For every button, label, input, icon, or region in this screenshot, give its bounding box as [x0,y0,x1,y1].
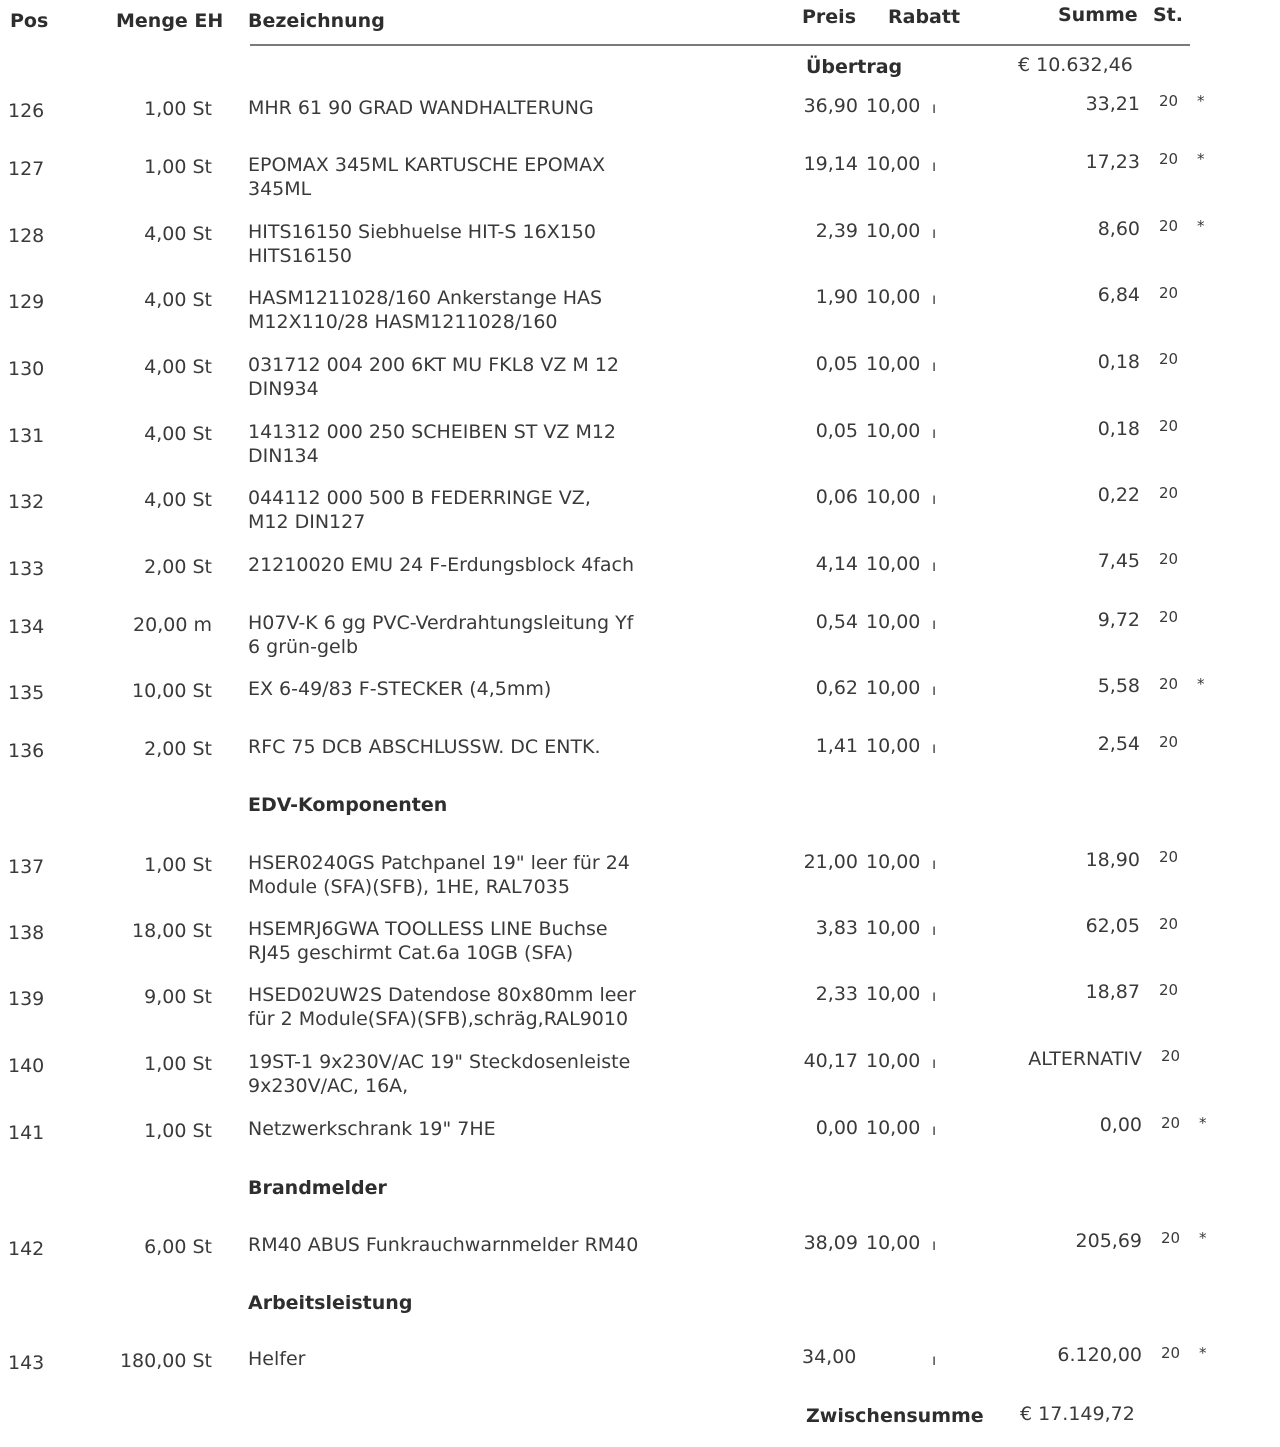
row-pos: 127 [8,158,45,180]
row-sum: 8,60 [1097,218,1140,240]
row-description [248,983,636,1031]
row-discount: 10,00 [866,220,921,242]
row-discount: 10,00 [866,611,921,633]
header-rabatt: Rabatt [888,6,961,28]
row-description [248,1233,638,1257]
header-menge-eh: Menge EH [116,10,224,32]
row-tax: 20 [1161,1047,1181,1065]
row-pos: 126 [8,100,45,122]
section-heading-arbeitsleistung: Arbeitsleistung [248,1292,413,1314]
row-tax: 20 [1159,675,1179,693]
row-price: 2,39 [815,220,858,242]
row-pos: 141 [8,1122,45,1144]
row-pos: 135 [8,682,45,704]
row-description-line: 141312 000 250 SCHEIBEN ST VZ M12 [248,421,617,443]
row-sum: 6.120,00 [1057,1344,1142,1366]
row-star: * [1199,1229,1207,1247]
row-description-line: DIN134 [248,445,319,467]
row-sum: 62,05 [1085,915,1140,937]
row-star: * [1197,150,1205,168]
row-description [248,153,605,201]
row-mark: ı [932,357,937,375]
row-mark: ı [932,290,937,308]
row-pos: 138 [8,922,45,944]
subtotal-value: € 17.149,72 [1020,1403,1135,1425]
row-pos: 143 [8,1352,45,1374]
row-price: 1,90 [815,286,858,308]
row-tax: 20 [1159,915,1179,933]
row-qty: 20,00 m [133,614,212,636]
row-pos: 131 [8,425,45,447]
row-star: * [1197,92,1205,110]
row-pos: 130 [8,358,45,380]
row-tax: 20 [1159,733,1179,751]
row-pos: 128 [8,225,45,247]
row-tax: 20 [1159,550,1179,568]
row-price: 0,06 [815,486,858,508]
row-price: 19,14 [803,153,858,175]
row-tax: 20 [1159,92,1179,110]
row-qty: 2,00 St [144,556,212,578]
row-qty: 10,00 St [132,680,212,702]
row-sum: 2,54 [1097,733,1140,755]
row-description-line: 044112 000 500 B FEDERRINGE VZ, [248,487,591,509]
row-tax: 20 [1159,417,1179,435]
row-discount: 10,00 [866,1232,921,1254]
row-discount: 10,00 [866,851,921,873]
row-price: 0,05 [815,420,858,442]
row-description [248,486,591,534]
section-heading-brandmelder: Brandmelder [248,1177,387,1199]
row-mark: ı [932,224,937,242]
row-price: 0,00 [815,1117,858,1139]
row-mark: ı [932,157,937,175]
row-qty: 4,00 St [144,489,212,511]
row-discount: 10,00 [866,353,921,375]
row-star: * [1197,675,1205,693]
row-description-line: M12X110/28 HASM1211028/160 [248,311,558,333]
header-preis: Preis [802,6,857,28]
row-description-line: 6 grün-gelb [248,636,359,658]
row-description [248,553,634,577]
row-qty: 18,00 St [132,920,212,942]
row-description-line: HITS16150 [248,245,352,267]
row-description [248,1347,305,1371]
row-mark: ı [932,855,937,873]
row-discount: 10,00 [866,983,921,1005]
row-sum: 0,18 [1097,351,1140,373]
row-pos: 129 [8,291,45,313]
row-price: 2,33 [815,983,858,1005]
row-mark: ı [932,490,937,508]
row-pos: 136 [8,740,45,762]
row-discount: 10,00 [866,486,921,508]
row-qty: 180,00 St [119,1350,212,1372]
row-price: 1,41 [815,735,858,757]
row-qty: 9,00 St [144,986,212,1008]
row-sum: 18,90 [1085,849,1140,871]
row-mark: ı [932,681,937,699]
row-mark: ı [932,1121,937,1139]
row-description [248,917,608,965]
row-sum: 17,23 [1085,151,1140,173]
row-pos: 137 [8,856,45,878]
row-tax: 20 [1161,1229,1181,1247]
row-description [248,851,630,899]
row-description-line: RJ45 geschirmt Cat.6a 10GB (SFA) [248,942,574,964]
row-description-line: HITS16150 Siebhuelse HIT-S 16X150 [248,221,596,243]
row-description [248,1050,630,1098]
row-pos: 134 [8,616,45,638]
row-pos: 142 [8,1238,45,1260]
row-price: 4,14 [815,553,858,575]
row-sum: 33,21 [1085,93,1140,115]
row-tax: 20 [1159,284,1179,302]
row-description-line: HASM1211028/160 Ankerstange HAS [248,287,603,309]
row-sum: 0,00 [1099,1114,1142,1136]
header-bezeichnung: Bezeichnung [248,10,385,32]
row-qty: 4,00 St [144,423,212,445]
row-mark: ı [932,739,937,757]
row-discount: 10,00 [866,420,921,442]
row-description-line: 21210020 EMU 24 F-Erdungsblock 4fach [248,554,635,576]
row-mark: ı [932,921,937,939]
row-price: 36,90 [803,95,858,117]
row-mark: ı [932,987,937,1005]
row-tax: 20 [1159,848,1179,866]
row-pos: 132 [8,491,45,513]
row-price: 0,54 [815,611,858,633]
row-tax: 20 [1161,1344,1181,1362]
row-tax: 20 [1159,608,1179,626]
row-discount: 10,00 [866,553,921,575]
row-mark: ı [932,1351,937,1369]
row-description-line: HSEMRJ6GWA TOOLLESS LINE Buchse [248,918,608,940]
row-qty: 4,00 St [144,223,212,245]
row-price: 21,00 [803,851,858,873]
row-star: * [1199,1114,1207,1132]
row-price: 3,83 [815,917,858,939]
row-tax: 20 [1159,217,1179,235]
row-description [248,220,596,268]
row-description [248,1117,496,1141]
uebertrag-value: € 10.632,46 [1018,54,1133,76]
row-description-line: EPOMAX 345ML KARTUSCHE EPOMAX [248,154,606,176]
row-sum: 6,84 [1097,284,1140,306]
subtotal-label: Zwischensumme [806,1405,984,1427]
row-description-line: 9x230V/AC, 16A, [248,1075,409,1097]
row-description-line: HSER0240GS Patchpanel 19" leer für 24 [248,852,630,874]
row-sum: 205,69 [1075,1230,1142,1252]
row-tax: 20 [1159,350,1179,368]
row-description-line: 345ML [248,178,312,200]
row-description-line: H07V-K 6 gg PVC-Verdrahtungsleitung Yf [248,612,634,634]
row-price: 0,05 [815,353,858,375]
row-discount: 10,00 [866,1117,921,1139]
row-mark: ı [932,99,937,117]
row-price: 0,62 [815,677,858,699]
row-qty: 6,00 St [144,1236,212,1258]
row-description-line: Netzwerkschrank 19" 7HE [248,1118,496,1140]
row-tax: 20 [1159,484,1179,502]
row-qty: 1,00 St [144,854,212,876]
row-sum: 0,18 [1097,418,1140,440]
header-summe: Summe [1058,4,1138,26]
row-description-line: Helfer [248,1348,306,1370]
row-qty: 1,00 St [144,156,212,178]
row-qty: 4,00 St [144,356,212,378]
row-discount: 10,00 [866,286,921,308]
row-pos: 133 [8,558,45,580]
row-mark: ı [932,424,937,442]
row-description-line: RM40 ABUS Funkrauchwarnmelder RM40 [248,1234,639,1256]
row-description-line: DIN934 [248,378,319,400]
row-description [248,96,594,120]
row-tax: 20 [1161,1114,1181,1132]
row-price: 38,09 [803,1232,858,1254]
row-description-line: Module (SFA)(SFB), 1HE, RAL7035 [248,876,570,898]
row-star: * [1199,1344,1207,1362]
row-discount: 10,00 [866,1050,921,1072]
row-star: * [1197,217,1205,235]
row-pos: 139 [8,988,45,1010]
row-sum: 5,58 [1097,675,1140,697]
row-description-line: EX 6-49/83 F-STECKER (4,5mm) [248,678,552,700]
row-qty: 2,00 St [144,738,212,760]
row-discount: 10,00 [866,735,921,757]
row-qty: 4,00 St [144,289,212,311]
row-description [248,286,602,334]
header-steuer: St. [1153,4,1183,26]
row-description-line: 031712 004 200 6KT MU FKL8 VZ M 12 [248,354,620,376]
row-mark: ı [932,557,937,575]
row-price: 34,00 [802,1346,857,1368]
row-description [248,353,619,401]
row-discount: 10,00 [866,917,921,939]
header-rule [250,44,1190,46]
row-description-line: MHR 61 90 GRAD WANDHALTERUNG [248,97,594,119]
row-discount: 10,00 [866,153,921,175]
uebertrag-label: Übertrag [806,56,903,78]
row-description-line: RFC 75 DCB ABSCHLUSSW. DC ENTK. [248,736,601,758]
row-discount: 10,00 [866,677,921,699]
row-description-line: für 2 Module(SFA)(SFB),schräg,RAL9010 [248,1008,629,1030]
row-mark: ı [932,1236,937,1254]
row-sum: 0,22 [1097,484,1140,506]
row-sum: 9,72 [1097,609,1140,631]
row-qty: 1,00 St [144,1120,212,1142]
row-mark: ı [932,615,937,633]
row-pos: 140 [8,1055,45,1077]
row-qty: 1,00 St [144,98,212,120]
row-description-line: 19ST-1 9x230V/AC 19" Steckdosenleiste [248,1051,631,1073]
row-price: 40,17 [803,1050,858,1072]
row-description [248,677,551,701]
header-pos: Pos [10,10,49,32]
row-description [248,420,616,468]
row-discount: 10,00 [866,95,921,117]
row-sum: ALTERNATIV [1028,1048,1142,1070]
row-tax: 20 [1159,150,1179,168]
section-heading-edv: EDV-Komponenten [248,794,448,816]
row-qty: 1,00 St [144,1053,212,1075]
row-sum: 18,87 [1085,981,1140,1003]
row-description [248,611,633,659]
row-description-line: M12 DIN127 [248,511,366,533]
row-description [248,735,601,759]
row-tax: 20 [1159,981,1179,999]
row-mark: ı [932,1054,937,1072]
row-description-line: HSED02UW2S Datendose 80x80mm leer [248,984,636,1006]
row-sum: 7,45 [1097,550,1140,572]
